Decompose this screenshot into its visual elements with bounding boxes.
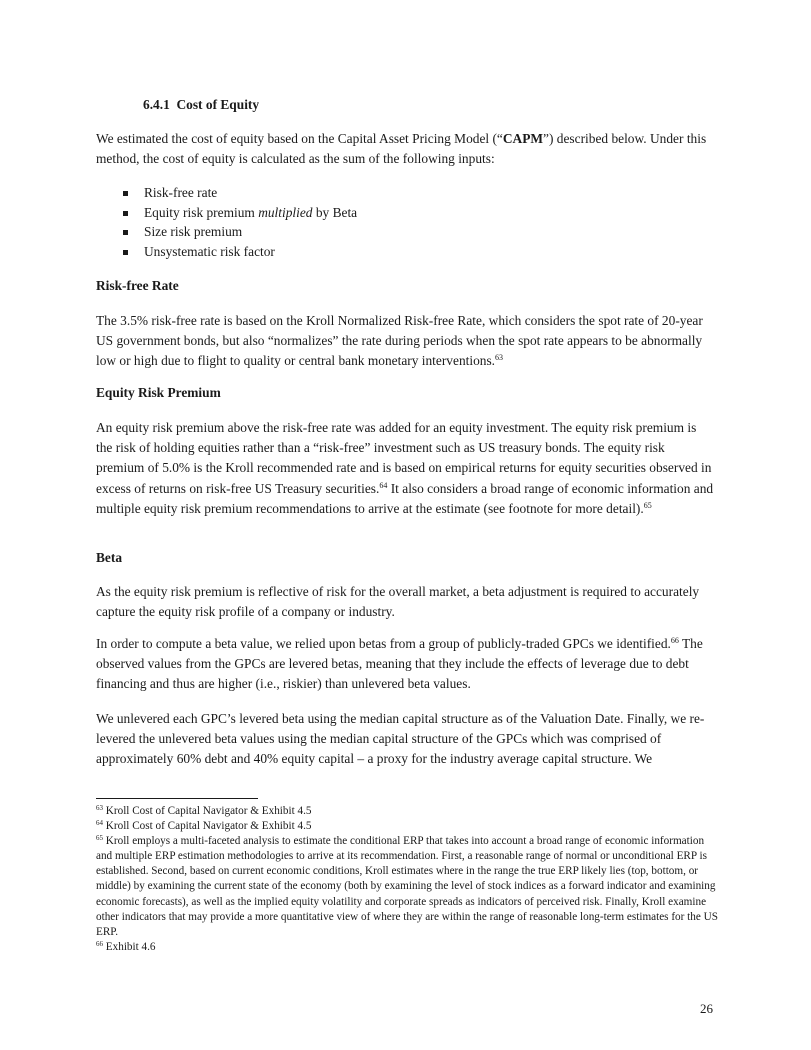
footnote-ref[interactable]: 66 xyxy=(670,636,679,645)
section-heading xyxy=(143,95,259,115)
risk-free-paragraph: The 3.5% risk-free rate is based on the Kroll Normalized Risk-free Rate, which considers the spot rate of 20-year US government bonds, but also “normalizes” the rate during periods when the spot rate appears to be abnormally low or high due to flight to quality or central bank monetary interventions.$^{63}$ xyxy=(96,313,703,369)
beta-paragraph-2: In order to compute a beta value, we relied upon betas from a group of publicly-traded GPCs we identified.$^{66}$ The observed values from the GPCs are levered betas, meaning that they include the effects of leverage due to debt financing and thus are higher (i.e., riskier) than unlevered beta values. xyxy=(96,636,703,692)
footnotes xyxy=(96,804,718,955)
list-item: Equity risk premium multiplied by Beta xyxy=(120,203,680,223)
footnote-63: $^{63}$ Kroll Cost of Capital Navigator & Exhibit 4.5 xyxy=(96,804,312,817)
footnote-ref[interactable]: 63 xyxy=(495,353,504,363)
bullet-icon xyxy=(123,211,128,216)
bullet-icon xyxy=(123,230,128,235)
list-item: Risk-free rate xyxy=(120,183,680,203)
list-item: Size risk premium xyxy=(120,222,680,242)
footnote-ref[interactable]: 64 xyxy=(379,480,388,490)
capm-term: CAPM xyxy=(502,131,544,146)
page-number: 26 xyxy=(700,1001,713,1016)
footnote-65: $^{65}$ Kroll employs a multi-faceted analysis to estimate the conditional ERP that takes into account a broad range of economic information and multiple ERP estimation methodologies to arrive at its recommendation. First, a reasonable range of normal or unconditional ERP is established. Second, based on current economic conditions, Kroll estimates where in the range the true ERP likely lies (top, bottom, or middle) by examining the current state of the economy (both by examining the level of stock indices as a forward indicator and examining economic forecasts), as well as the implied equity volatility and corporate spreads as indicators of perceived risk. Finally, Kroll examine other indicators that may provide a more quantitative view of where they are within the range of reasonable long-term estimates for the US ERP. xyxy=(96,834,718,938)
section-number: 6.4.1 xyxy=(143,97,170,112)
beta-paragraph-1: As the equity risk premium is reflective of risk for the overall market, a beta adjustment is required to accurately capture the equity risk profile of a company or industry. xyxy=(96,584,700,620)
beta-heading: Beta xyxy=(96,550,123,565)
intro-paragraph: We estimated the cost of equity based on the Capital Asset Pricing Model (“CAPM”) described below. Under this method, the cost of equity is calculated as the sum of the following inputs: xyxy=(96,131,707,167)
bullet-icon xyxy=(123,250,128,255)
risk-free-heading: Risk-free Rate xyxy=(96,278,179,293)
beta-paragraph-3: We unlevered each GPC’s levered beta using the median capital structure as of the Valuation Date. Finally, we re-levered the unlevered beta values using the median capital structure of the GPCs which was comprised of approximately 60% debt and 40% equity capital – a proxy for the industry average capital structure. We xyxy=(96,711,705,767)
footnote-ref[interactable]: 65 xyxy=(643,500,652,510)
bullet-icon xyxy=(123,191,128,196)
footnote-66: $^{66}$ Exhibit 4.6 xyxy=(96,939,156,953)
list-item: Unsystematic risk factor xyxy=(120,242,680,262)
section-title: Cost of Equity xyxy=(176,97,260,112)
erp-paragraph: An equity risk premium above the risk-free rate was added for an equity investment. The equity risk premium is the risk of holding equities rather than a “risk-free” investment such as US treasury bonds. The equity risk premium of 5.0% is the Kroll recommended rate and is based on empirical returns for equity securities observed in excess of returns on risk-free US Treasury securities.$^{64}$ It also considers a broad range of economic information and multiple equity risk premium recommendations to arrive at the estimate (see footnote for more detail).$^{65}$ xyxy=(96,420,714,516)
inputs-list xyxy=(120,183,680,261)
footnote-64: $^{64}$ Kroll Cost of Capital Navigator & Exhibit 4.5 xyxy=(96,819,312,833)
erp-heading: Equity Risk Premium xyxy=(96,385,221,400)
footnote-divider xyxy=(96,798,258,799)
